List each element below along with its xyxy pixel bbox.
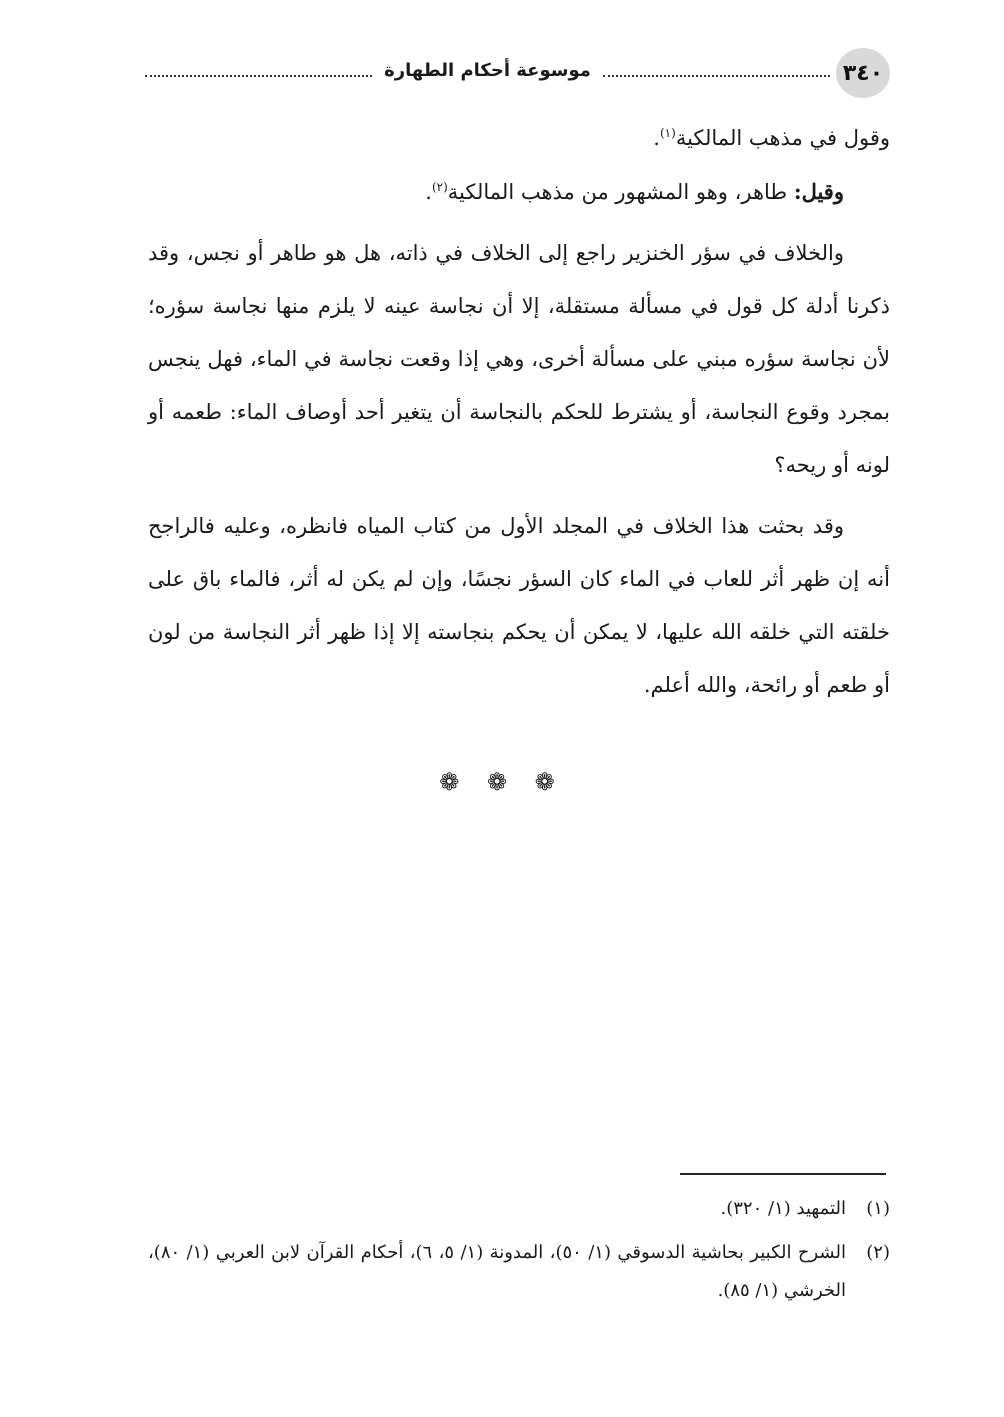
section-ornament: ❁ ❁ ❁ bbox=[439, 768, 565, 796]
footnote-number: (٢) bbox=[866, 1242, 890, 1263]
header-dots-right bbox=[603, 75, 830, 77]
page-number: ٣٤٠ bbox=[836, 48, 890, 98]
running-title bbox=[145, 60, 830, 81]
main-text bbox=[148, 112, 890, 720]
paragraph-2 bbox=[148, 165, 890, 219]
footnote-1 bbox=[148, 1190, 890, 1228]
footnote-text: الشرح الكبير بحاشية الدسوقي (١/ ٥٠)، المدونة (١/ ٥، ٦)، أحكام القرآن لابن العربي (١/ ٨٠)، الخرشي (١/ ٨٥). bbox=[148, 1242, 846, 1301]
footnote-ref-2[interactable]: (٢) bbox=[431, 180, 448, 194]
header-dots-left bbox=[145, 75, 372, 77]
footnote-separator bbox=[680, 1173, 886, 1175]
footnote-number: (١) bbox=[866, 1198, 890, 1219]
paragraph-1-text: وقول في مذهب المالكية bbox=[675, 126, 890, 150]
footnote-2 bbox=[148, 1234, 890, 1310]
paragraph-3: والخلاف في سؤر الخنزير راجع إلى الخلاف في ذاته، هل هو طاهر أو نجس، وقد ذكرنا أدلة كل قول في مسألة مستقلة، إلا أن نجاسة عينه لا يلزم منها نجاسة سؤره؛ لأن نجاسة سؤره مبني على مسألة أخرى، وهي إذا وقعت نجاسة في الماء، فهل ينجس بمجرد وقوع النجاسة، أو يشترط للحكم بالنجاسة أن يتغير أحد أوصاف الماء: طعمه أو لونه أو ريحه؟ bbox=[148, 241, 890, 477]
book-title: موسوعة أحكام الطهارة bbox=[384, 60, 591, 81]
paragraph-2-text: طاهر، وهو المشهور من مذهب المالكية bbox=[447, 180, 794, 204]
footnote-ref-1[interactable]: (١) bbox=[659, 126, 676, 140]
paragraph-2-end: . bbox=[425, 180, 432, 204]
paragraph-4: وقد بحثت هذا الخلاف في المجلد الأول من كتاب المياه فانظره، وعليه فالراجح أنه إن ظهر أثر للعاب في الماء كان السؤر نجسًا، وإن لم يكن له أثر، فالماء باق على خلقته التي خلقه الله عليها، لا يمكن أن يحكم بنجاسته إلا إذا ظهر أثر النجاسة من لون أو طعم أو رائحة، والله أعلم. bbox=[148, 514, 890, 697]
page-header bbox=[145, 48, 890, 100]
paragraph-1-end: . bbox=[653, 126, 660, 150]
paragraph-1 bbox=[148, 112, 890, 165]
footnote-text: التمهيد (١/ ٣٢٠). bbox=[720, 1198, 846, 1219]
footnotes bbox=[148, 1190, 890, 1316]
paragraph-2-lead: وقيل: bbox=[793, 179, 844, 204]
